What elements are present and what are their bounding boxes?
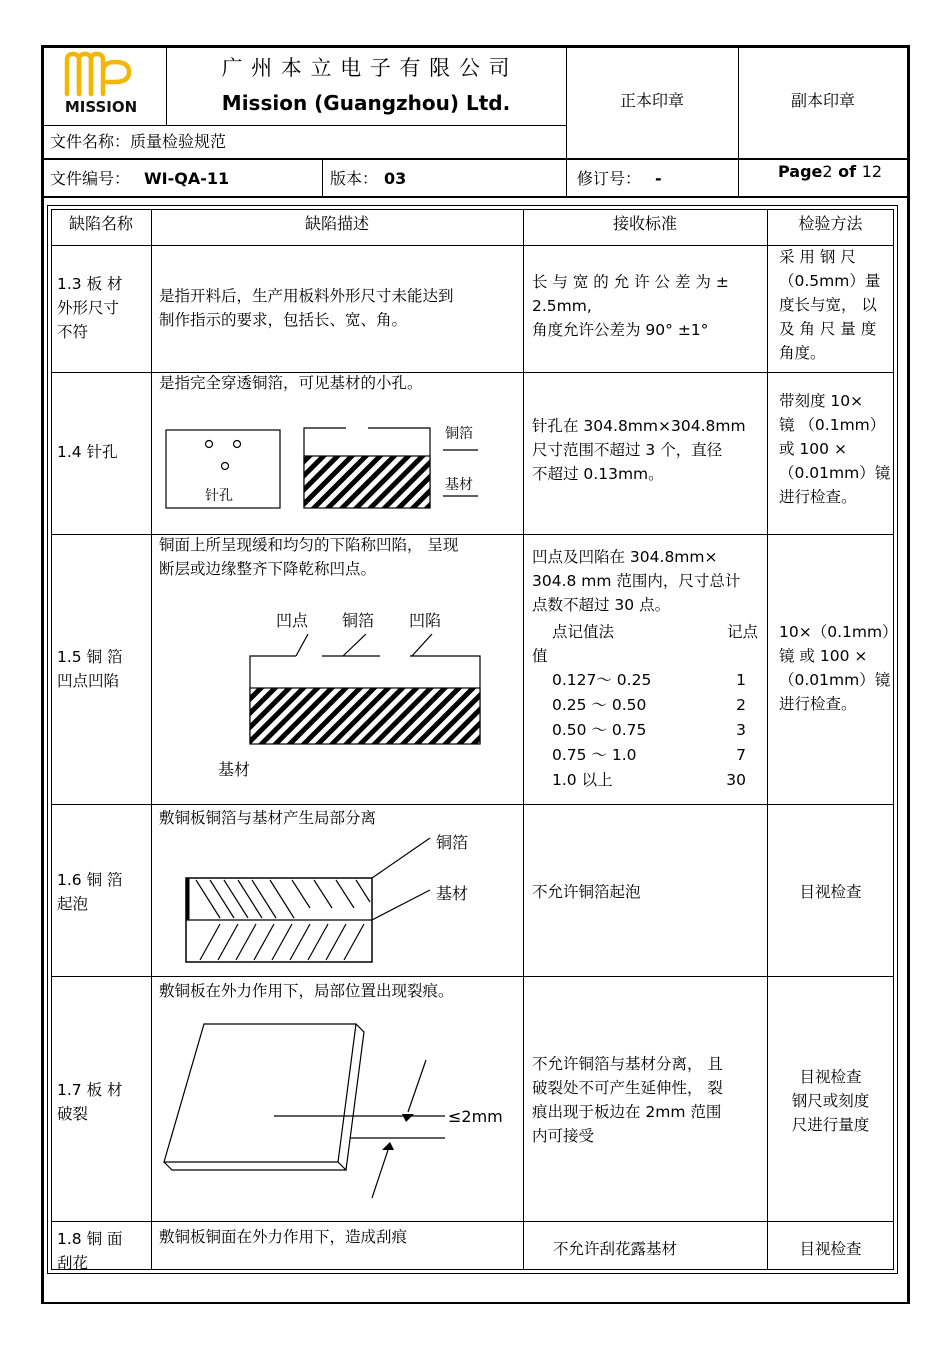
column-header-description: 缺陷描述 [304, 214, 369, 233]
header-divider [738, 47, 739, 197]
label-copper: 铜箔 [341, 611, 375, 630]
version-label: 版本： [330, 169, 379, 188]
table-row-method: 10×（0.1mm） 镜 或 100 × （0.01mm）镜 进行检查。 [779, 623, 898, 713]
label-substrate: 基材 [217, 760, 251, 779]
table-row-standard: 不允许铜箔与基材分离， 且 破裂处不可产生延伸性， 裂 痕出现于板边在 2mm 范围 内可接受 [532, 1055, 723, 1145]
label-substrate: 基材 [436, 884, 469, 903]
label-substrate: 基材 [445, 477, 473, 493]
row-divider [51, 976, 894, 977]
table-row-method: 目视检查 [799, 883, 862, 901]
revision-value: - [655, 169, 662, 188]
table-row-standard: 长 与 宽 的 允 许 公 差 为 ± 2.5mm, 角度允许公差为 90° ±1° [532, 273, 729, 339]
svg-text:MISSION: MISSION [64, 98, 138, 116]
column-header-method: 检验方法 [798, 214, 863, 233]
stamp-copy: 副本印章 [790, 91, 855, 110]
header-divider [43, 125, 566, 126]
label-pinhole: 针孔 [205, 488, 233, 504]
score-range: 0.127～ 0.25 [552, 671, 652, 689]
pinhole-diagram [160, 418, 500, 518]
score-points: 3 [736, 721, 746, 739]
score-header-value: 值 [532, 647, 548, 665]
doc-number-value: WI-QA-11 [144, 169, 230, 188]
score-points: 30 [726, 771, 746, 789]
score-range: 0.25 ～ 0.50 [552, 696, 647, 714]
table-row-method: 目视检查 [799, 1240, 862, 1258]
table-row-name: 1.6 铜 箔 起泡 [57, 871, 123, 913]
score-header-points: 记点 [726, 623, 758, 641]
score-points: 7 [736, 746, 746, 764]
table-row-method: 目视检查 钢尺或刻度 尺进行量度 [791, 1068, 870, 1134]
score-row [532, 693, 760, 718]
stamp-original: 正本印章 [619, 91, 684, 110]
doc-name-value: 质量检验规范 [130, 132, 227, 151]
doc-number [50, 169, 229, 188]
table-row-name: 1.7 板 材 破裂 [57, 1081, 123, 1123]
score-rows [532, 668, 760, 793]
label-pit: 凹点 [275, 611, 309, 630]
table-row-description: 敷铜板铜面在外力作用下，造成刮痕 [159, 1228, 408, 1246]
label-copper: 铜箔 [436, 833, 469, 852]
table-row-standard: 凹点及凹陷在 304.8mm× 304.8 mm 范围内，尺寸总计 点数不超过 30 点。 [532, 548, 741, 614]
table-row-standard: 针孔在 304.8mm×304.8mm 尺寸范围不超过 3 个，直径 不超过 0.13mm。 [532, 417, 746, 483]
revision [577, 169, 662, 188]
label-copper: 铜箔 [445, 426, 473, 442]
header-divider [322, 160, 323, 196]
crack-diagram [160, 1010, 520, 1210]
table-row-standard: 不允许铜箔起泡 [532, 883, 641, 901]
table-row-description: 敷铜板铜箔与基材产生局部分离 [159, 809, 377, 827]
table-row-standard: 不允许刮花露基材 [553, 1240, 678, 1258]
score-row [532, 668, 760, 693]
column-header-name: 缺陷名称 [68, 214, 133, 233]
table-row-method: 采 用 钢 尺 （0.5mm）量 度长与宽， 以 及 角 尺 量 度 角度。 [779, 248, 881, 362]
header-divider [43, 196, 908, 198]
header-divider [566, 47, 567, 197]
score-row [532, 743, 760, 768]
page-of: of [832, 162, 862, 181]
label-dent: 凹陷 [408, 611, 442, 630]
table-row-description: 是指完全穿透铜箔，可见基材的小孔。 [159, 374, 423, 392]
row-divider [51, 245, 894, 246]
score-header-method: 点记值法 [552, 623, 615, 641]
header-divider [43, 158, 908, 160]
table-row-method: 带刻度 10× 镜 （0.1mm） 或 100 × （0.01mm）镜 进行检查。 [779, 392, 891, 506]
score-range: 1.0 以上 [552, 771, 613, 789]
table-row-description: 敷铜板在外力作用下，局部位置出现裂痕。 [159, 982, 454, 1000]
column-divider [523, 209, 524, 1270]
page-prefix: Page [778, 162, 823, 181]
page-total: 12 [861, 162, 883, 181]
row-divider [51, 1221, 894, 1222]
company-name-en: Mission (Guangzhou) Ltd. [221, 91, 511, 115]
pit-dent-diagram [200, 604, 500, 789]
table-row-name: 1.4 针孔 [57, 443, 118, 461]
doc-number-label: 文件编号： [50, 169, 131, 188]
score-row [532, 768, 760, 793]
table-row-name: 1.8 铜 面 刮花 [57, 1230, 123, 1272]
doc-name-label: 文件名称： [50, 132, 131, 151]
row-divider [51, 804, 894, 805]
table-row-description: 铜面上所呈现缓和均匀的下陷称凹陷， 呈现 断层或边缘整齐下降乾称凹点。 [159, 536, 459, 578]
score-range: 0.75 ～ 1.0 [552, 746, 637, 764]
page-number: 2 [822, 162, 833, 181]
score-table [532, 620, 760, 793]
score-points: 1 [736, 671, 746, 689]
score-row [532, 718, 760, 743]
label-limit: ≤2mm [448, 1107, 503, 1126]
doc-name [50, 132, 226, 151]
company-logo [55, 50, 155, 120]
company-name-cn: 广 州 本 立 电 子 有 限 公 司 [221, 56, 511, 80]
score-range: 0.50 ～ 0.75 [552, 721, 647, 739]
table-row-name: 1.3 板 材 外形尺寸 不符 [57, 275, 123, 341]
version [330, 169, 406, 188]
column-divider [151, 209, 152, 1270]
column-header-standard: 接收标准 [612, 214, 677, 233]
table-row-description: 是指开料后，生产用板料外形尺寸未能达到 制作指示的要求，包括长、宽、角。 [159, 287, 454, 329]
blister-diagram [180, 828, 480, 968]
revision-label: 修订号： [577, 169, 642, 188]
score-points: 2 [736, 696, 746, 714]
version-value: 03 [384, 169, 407, 188]
table-row-name: 1.5 铜 箔 凹点凹陷 [57, 648, 123, 690]
page-indicator [778, 162, 882, 181]
